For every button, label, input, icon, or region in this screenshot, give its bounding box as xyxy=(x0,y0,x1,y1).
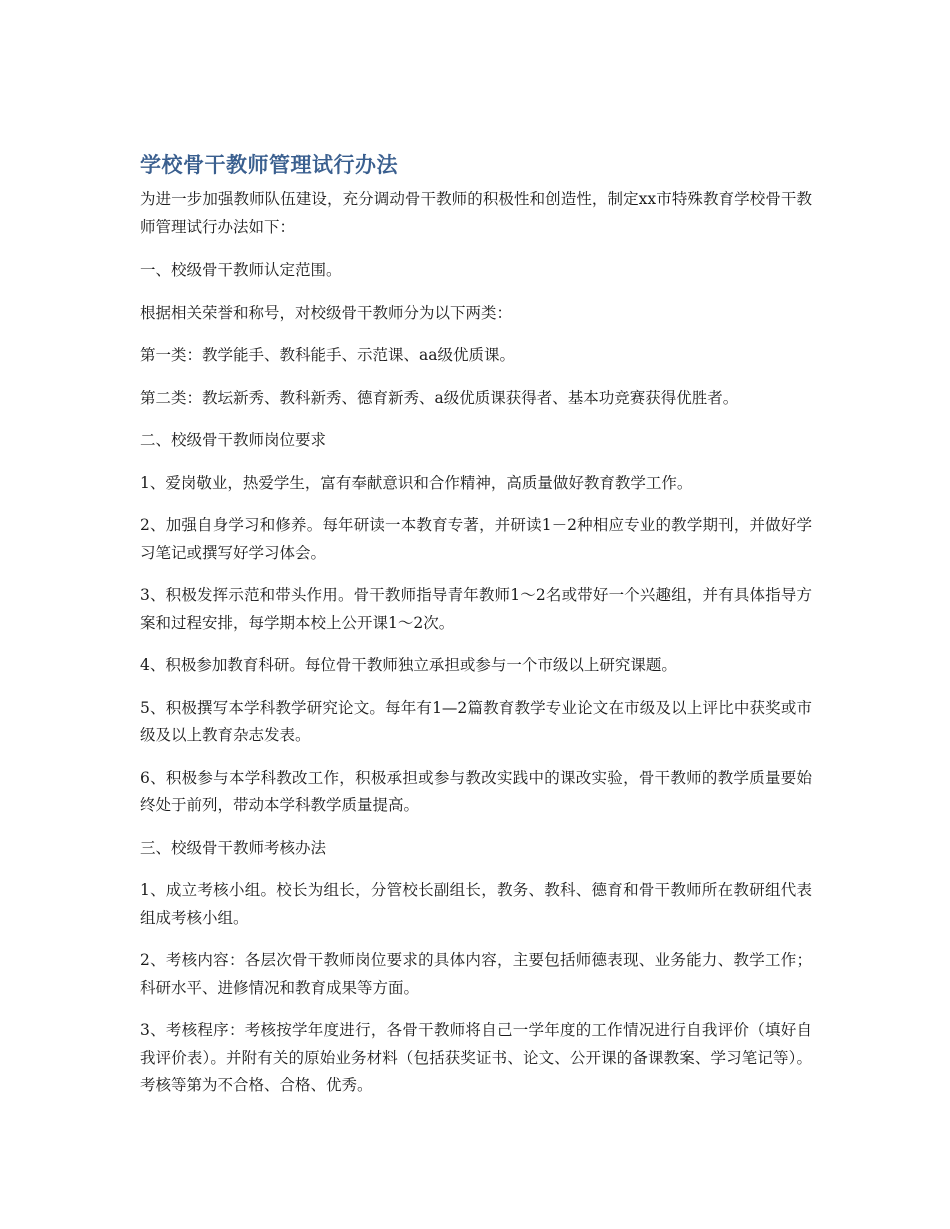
assessment-item-1: 1、成立考核小组。校长为组长，分管校长副组长，教务、教科、德育和骨干教师所在教研组代表组成考核小组。 xyxy=(140,881,812,927)
assessment-item-2: 2、考核内容：各层次骨干教师岗位要求的具体内容，主要包括师德表现、业务能力、教学工作；科研水平、进修情况和教育成果等方面。 xyxy=(140,951,812,997)
requirement-item-4: 4、积极参加教育科研。每位骨干教师独立承担或参与一个市级以上研究课题。 xyxy=(140,656,677,674)
requirement-item-1: 1、爱岗敬业，热爱学生，富有奉献意识和合作精神，高质量做好教育教学工作。 xyxy=(140,473,693,492)
intro-paragraph: 为进一步加强教师队伍建设，充分调动骨干教师的积极性和创造性，制定xx市特殊教育学校骨干教师管理试行办法如下： xyxy=(140,190,812,236)
requirement-item-6: 6、积极参与本学科教改工作，积极承担或参与教改实践中的课改实验，骨干教师的教学质量要始终处于前列，带动本学科教学质量提高。 xyxy=(140,768,812,814)
requirement-item-2: 2、加强自身学习和修养。每年研读一本教育专著，并研读1－2种相应专业的教学期刊，并做好学习笔记或撰写好学习体会。 xyxy=(140,516,812,562)
assessment-item-3: 3、考核程序：考核按学年度进行，各骨干教师将自己一学年度的工作情况进行自我评价（填好自我评价表）。并附有关的原始业务材料（包括获奖证书、论文、公开课的备课教案、学习笔记等）。考核等第为不合格、合格、优秀。 xyxy=(140,1021,812,1094)
paragraph-categories: 根据相关荣誉和称号，对校级骨干教师分为以下两类： xyxy=(140,303,513,322)
document-page xyxy=(140,150,812,1115)
requirement-item-5: 5、积极撰写本学科教学研究论文。每年有1—2篇教育教学专业论文在市级及以上评比中获奖或市级及以上教育杂志发表。 xyxy=(140,698,812,744)
document-title: 学校骨干教师管理试行办法 xyxy=(140,153,398,177)
section-heading-3: 三、校级骨干教师考核办法 xyxy=(140,838,327,857)
requirement-item-3: 3、积极发挥示范和带头作用。骨干教师指导青年教师1～2名或带好一个兴趣组，并有具体指导方案和过程安排，每学期本校上公开课1～2次。 xyxy=(140,586,812,632)
section-heading-2: 二、校级骨干教师岗位要求 xyxy=(140,431,327,449)
paragraph-category-1: 第一类：教学能手、教科能手、示范课、aa级优质课。 xyxy=(140,346,515,364)
paragraph-category-2: 第二类：教坛新秀、教科新秀、德育新秀、a级优质课获得者、基本功竞赛获得优胜者。 xyxy=(140,388,739,407)
section-heading-1: 一、校级骨干教师认定范围。 xyxy=(140,261,342,279)
